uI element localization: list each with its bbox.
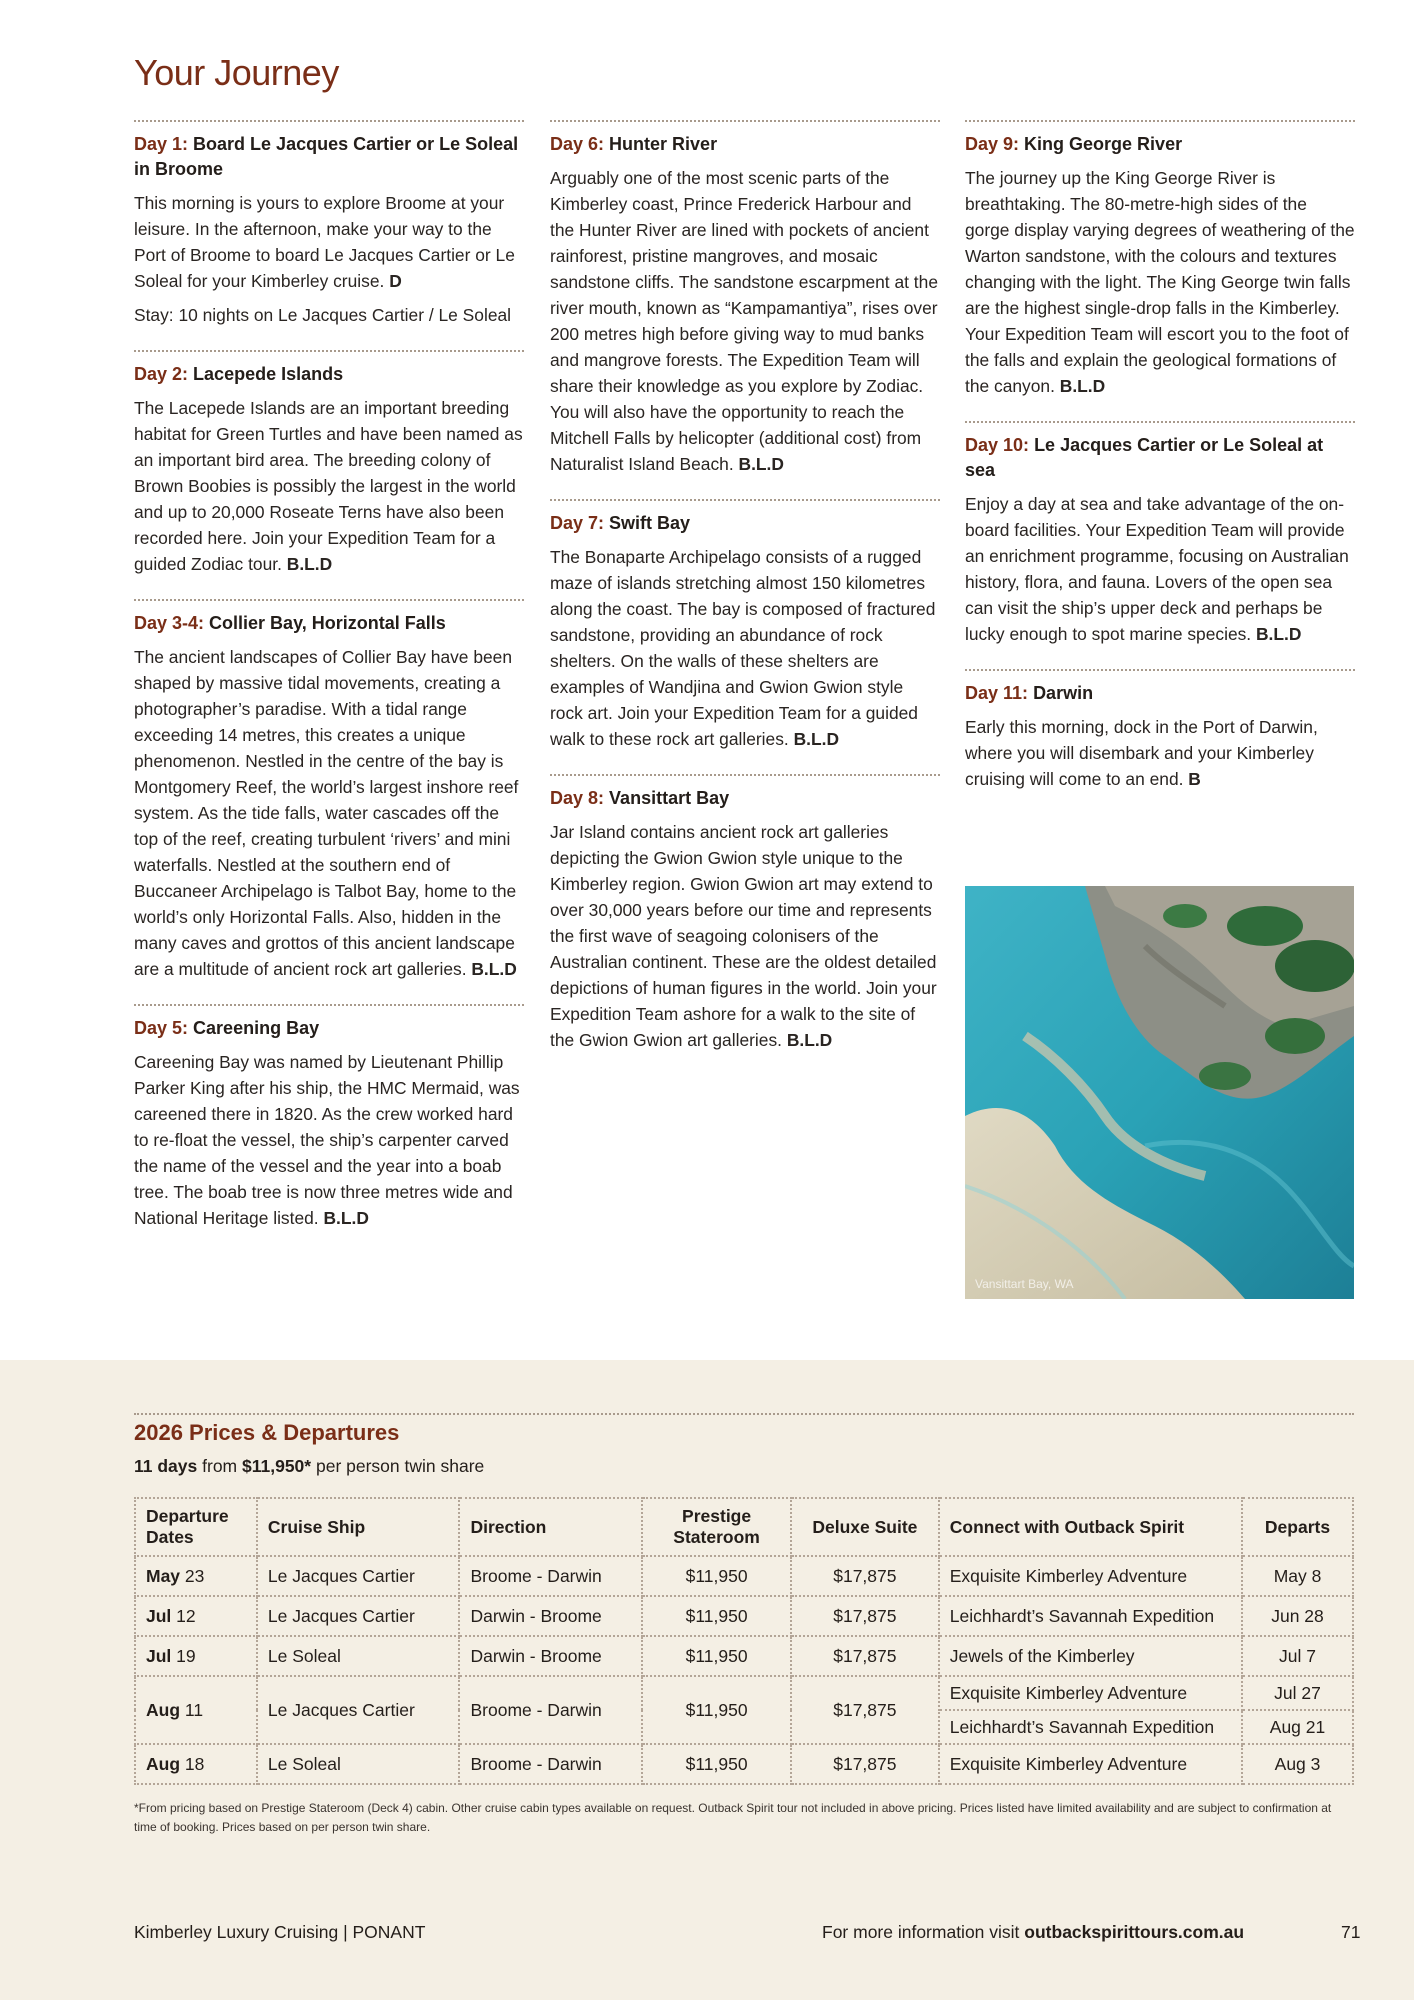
- day-meals: B.L.D: [738, 454, 784, 474]
- day-title: [550, 132, 940, 157]
- day-number: Day 8:: [550, 788, 605, 808]
- departure-date: [135, 1556, 257, 1596]
- departs-date: Jun 28: [1242, 1596, 1353, 1636]
- day-description: [134, 644, 524, 982]
- prestige-price: $11,950: [642, 1596, 791, 1636]
- day-text: Early this morning, dock in the Port of Darwin, where you will disembark and your Kimberley cruising will come to an end.: [965, 717, 1318, 789]
- from-label: from: [202, 1456, 238, 1476]
- direction: Broome - Darwin: [459, 1556, 642, 1596]
- connect-tour: Jewels of the Kimberley: [939, 1636, 1242, 1676]
- day-title: [134, 1016, 524, 1041]
- day-number: Day 9:: [965, 134, 1020, 154]
- deluxe-price: $17,875: [791, 1744, 939, 1784]
- footer-info-text: For more information visit: [822, 1922, 1020, 1942]
- day-5: [134, 1004, 524, 1231]
- header-connect: Connect with Outback Spirit: [939, 1498, 1242, 1556]
- day-heading: Le Jacques Cartier or Le Soleal at sea: [965, 435, 1324, 480]
- aerial-photo: [965, 886, 1354, 1299]
- deluxe-price: $17,875: [791, 1636, 939, 1676]
- day-description: [550, 165, 940, 477]
- day-text: The journey up the King George River is breathtaking. The 80-metre-high sides of the gorge display varying degrees of weathering of the Warton sandstone, with the colours and textures changing with the light. The King George twin falls are the highest single-drop falls in the Kimberley. Your Expedition Team will escort you to the foot of the falls and explain the geological formations of the canyon.: [965, 168, 1355, 396]
- photo-caption: Vansittart Bay, WA: [975, 1277, 1074, 1291]
- day-meals: B.L.D: [786, 1030, 833, 1050]
- connect-tour: Leichhardt’s Savannah Expedition: [939, 1596, 1242, 1636]
- prestige-price: $11,950: [642, 1556, 791, 1596]
- table-row: [135, 1556, 1353, 1596]
- day-title: [134, 611, 524, 636]
- header-departs: Departs: [1242, 1498, 1353, 1556]
- day-description: [965, 714, 1355, 792]
- day-3-4: [134, 599, 524, 982]
- departure-day: 19: [176, 1645, 196, 1666]
- day-title: [550, 511, 940, 536]
- table-row: [135, 1596, 1353, 1636]
- itinerary-column-2: [550, 120, 940, 1075]
- day-title: [965, 433, 1355, 483]
- direction: Broome - Darwin: [459, 1676, 642, 1744]
- direction: Darwin - Broome: [459, 1596, 642, 1636]
- departure-date: [135, 1676, 257, 1744]
- page-number: 71: [1341, 1922, 1361, 1942]
- departure-month: Jul: [146, 1605, 172, 1626]
- price-basis: per person twin share: [315, 1456, 485, 1476]
- day-7: [550, 499, 940, 752]
- day-meals: B.L.D: [323, 1208, 369, 1228]
- deluxe-price: $17,875: [791, 1676, 939, 1744]
- departure-date: [135, 1596, 257, 1636]
- itinerary-column-3: [965, 120, 1355, 814]
- header-cruise-ship: Cruise Ship: [257, 1498, 460, 1556]
- departure-month: Aug: [146, 1699, 181, 1720]
- day-number: Day 11:: [965, 683, 1029, 703]
- table-row: [135, 1676, 1353, 1710]
- from-price: $11,950*: [242, 1456, 312, 1476]
- day-heading: Lacepede Islands: [193, 364, 344, 384]
- connect-tour: Leichhardt’s Savannah Expedition: [939, 1710, 1242, 1744]
- direction: Broome - Darwin: [459, 1744, 642, 1784]
- day-heading: Darwin: [1033, 683, 1094, 703]
- day-meals: B.L.D: [793, 729, 839, 749]
- connect-tour: Exquisite Kimberley Adventure: [939, 1744, 1242, 1784]
- departure-month: Aug: [146, 1753, 181, 1774]
- header-direction: Direction: [459, 1498, 642, 1556]
- day-number: Day 6:: [550, 134, 605, 154]
- cruise-ship: Le Jacques Cartier: [257, 1596, 460, 1636]
- trip-length: 11 days: [134, 1456, 198, 1476]
- departs-date: May 8: [1242, 1556, 1353, 1596]
- day-text: Arguably one of the most scenic parts of the Kimberley coast, Prince Frederick Harbour and the Hunter River are lined with pockets of ancient rainforest, pristine mangroves, and mosaic sandstone cliffs. The sandstone escarpment at the river mouth, known as “Kampamantiya”, rises over 200 metres high before giving way to mud banks and mangrove forests. The Expedition Team will share their knowledge as you explore by Zodiac. You will also have the opportunity to reach the Mitchell Falls by helicopter (additional cost) from Naturalist Island Beach.: [550, 168, 938, 474]
- day-text: This morning is yours to explore Broome at your leisure. In the afternoon, make your way to the Port of Broome to board Le Jacques Cartier or Le Soleal for your Kimberley cruise.: [134, 193, 515, 291]
- footer-brand: Kimberley Luxury Cruising | PONANT: [134, 1922, 426, 1942]
- header-deluxe-suite: Deluxe Suite: [791, 1498, 939, 1556]
- day-6: [550, 120, 940, 477]
- departure-date: [135, 1636, 257, 1676]
- day-text: The Lacepede Islands are an important breeding habitat for Green Turtles and have been named as an important bird area. The breeding colony of Brown Boobies is possibly the largest in the world and up to 20,000 Roseate Terns have also been recorded here. Join your Expedition Team for a guided Zodiac tour.: [134, 398, 523, 574]
- connect-tour: Exquisite Kimberley Adventure: [939, 1556, 1242, 1596]
- day-description: [965, 165, 1355, 399]
- day-9: [965, 120, 1355, 399]
- day-number: Day 5:: [134, 1018, 189, 1038]
- day-description: [965, 491, 1355, 647]
- day-number: Day 10:: [965, 435, 1030, 455]
- day-2: [134, 350, 524, 577]
- cruise-ship: Le Jacques Cartier: [257, 1676, 460, 1744]
- day-meals: B.L.D: [1059, 376, 1106, 396]
- deluxe-price: $17,875: [791, 1596, 939, 1636]
- day-number: Day 1:: [134, 134, 189, 154]
- day-number: Day 7:: [550, 513, 605, 533]
- prices-table: [134, 1497, 1354, 1785]
- day-heading: Careening Bay: [193, 1018, 320, 1038]
- day-meals: B: [1188, 769, 1201, 789]
- table-row: [135, 1744, 1353, 1784]
- header-departure-dates: Departure Dates: [135, 1498, 257, 1556]
- pricing-footnote: *From pricing based on Prestige Stateroom (Deck 4) cabin. Other cruise cabin types available on request. Outback Spirit tour not included in above pricing. Prices listed have limited availability and are subject to confirmation at time of booking. Prices based on per person twin share.: [134, 1801, 1332, 1834]
- departs-date: Jul 7: [1242, 1636, 1353, 1676]
- day-title: [965, 681, 1355, 706]
- day-description: [134, 1049, 524, 1231]
- page-title: Your Journey: [134, 52, 339, 93]
- aerial-coast-illustration: [965, 886, 1354, 1299]
- day-title: [550, 786, 940, 811]
- day-meals: D: [389, 271, 402, 291]
- day-heading: Vansittart Bay: [609, 788, 730, 808]
- prices-divider: [134, 1413, 1354, 1415]
- day-1: [134, 120, 524, 328]
- day-number: Day 2:: [134, 364, 189, 384]
- day-description: [550, 819, 940, 1053]
- departure-day: 11: [184, 1699, 204, 1720]
- day-heading: Hunter River: [609, 134, 718, 154]
- itinerary-column-1: [134, 120, 524, 1253]
- day-number: Day 3-4:: [134, 613, 205, 633]
- day-text: Enjoy a day at sea and take advantage of the on-board facilities. Your Expedition Team will provide an enrichment programme, focusing on Australian history, flora, and fauna. Lovers of the open sea can visit the ship’s upper deck and perhaps be lucky enough to spot marine species.: [965, 494, 1349, 644]
- day-8: [550, 774, 940, 1053]
- header-prestige-stateroom: Prestige Stateroom: [642, 1498, 791, 1556]
- day-text: The Bonaparte Archipelago consists of a rugged maze of islands stretching almost 150 kilometres along the coast. The bay is composed of fractured sandstone, providing an abundance of rock shelters. On the walls of these shelters are examples of Wandjina and Gwion Gwion style rock art. Join your Expedition Team for a guided walk to these rock art galleries.: [550, 547, 936, 749]
- prestige-price: $11,950: [642, 1744, 791, 1784]
- departure-day: 12: [176, 1605, 196, 1626]
- day-text: The ancient landscapes of Collier Bay have been shaped by massive tidal movements, creating a photographer’s paradise. With a tidal range exceeding 14 metres, this creates a unique phenomenon. Nestled in the centre of the bay is Montgomery Reef, the world’s largest inshore reef system. As the tide falls, water cascades off the top of the reef, creating turbulent ‘rivers’ and mini waterfalls. Nestled at the southern end of Buccaneer Archipelago is Talbot Bay, home to the world’s only Horizontal Falls. Also, hidden in the many caves and grottos of this ancient landscape are a multitude of ancient rock art galleries.: [134, 647, 519, 979]
- table-row: [135, 1636, 1353, 1676]
- departure-month: Jul: [146, 1645, 172, 1666]
- prices-title: 2026 Prices & Departures: [134, 1420, 400, 1445]
- day-stay: Stay: 10 nights on Le Jacques Cartier / Le Soleal: [134, 305, 512, 325]
- departure-day: 23: [184, 1565, 205, 1586]
- day-text: Jar Island contains ancient rock art galleries depicting the Gwion Gwion style unique to the Kimberley region. Gwion Gwion art may extend to over 30,000 years before our time and represents the first wave of seagoing colonisers of the Australian continent. These are the oldest detailed depictions of human figures in the world. Join your Expedition Team ashore for a walk to the site of the Gwion Gwion art galleries.: [550, 822, 937, 1050]
- day-description: [134, 190, 524, 294]
- prestige-price: $11,950: [642, 1636, 791, 1676]
- day-meals: B.L.D: [1255, 624, 1302, 644]
- departs-date: Jul 27: [1242, 1676, 1353, 1710]
- website-link[interactable]: outbackspirittours.com.au: [1024, 1922, 1245, 1942]
- deluxe-price: $17,875: [791, 1556, 939, 1596]
- day-description: [134, 395, 524, 577]
- day-heading: Collier Bay, Horizontal Falls: [209, 613, 446, 633]
- day-title: [134, 132, 524, 182]
- cruise-ship: Le Soleal: [257, 1744, 460, 1784]
- prices-subtitle: [134, 1456, 484, 1477]
- day-heading: Board Le Jacques Cartier or Le Soleal in Broome: [134, 134, 519, 179]
- table-header-row: [135, 1498, 1353, 1556]
- cruise-ship: Le Jacques Cartier: [257, 1556, 460, 1596]
- cruise-ship: Le Soleal: [257, 1636, 460, 1676]
- day-text: Careening Bay was named by Lieutenant Phillip Parker King after his ship, the HMC Mermaid, was careened there in 1820. As the crew worked hard to re-float the vessel, the ship’s carpenter carved the name of the vessel and the year into a boab tree. The boab tree is now three metres wide and National Heritage listed.: [134, 1052, 520, 1228]
- day-10: [965, 421, 1355, 647]
- departs-date: Aug 3: [1242, 1744, 1353, 1784]
- day-title: [134, 362, 524, 387]
- direction: Darwin - Broome: [459, 1636, 642, 1676]
- day-heading: King George River: [1024, 134, 1183, 154]
- day-description: [550, 544, 940, 752]
- departure-date: [135, 1744, 257, 1784]
- prestige-price: $11,950: [642, 1676, 791, 1744]
- day-meals: B.L.D: [286, 554, 333, 574]
- day-heading: Swift Bay: [609, 513, 691, 533]
- departure-month: May: [146, 1565, 181, 1586]
- day-11: [965, 669, 1355, 792]
- departs-date: Aug 21: [1242, 1710, 1353, 1744]
- connect-tour: Exquisite Kimberley Adventure: [939, 1676, 1242, 1710]
- footer-info: [822, 1922, 1244, 1943]
- departure-day: 18: [184, 1753, 205, 1774]
- day-title: [965, 132, 1355, 157]
- day-meals: B.L.D: [471, 959, 517, 979]
